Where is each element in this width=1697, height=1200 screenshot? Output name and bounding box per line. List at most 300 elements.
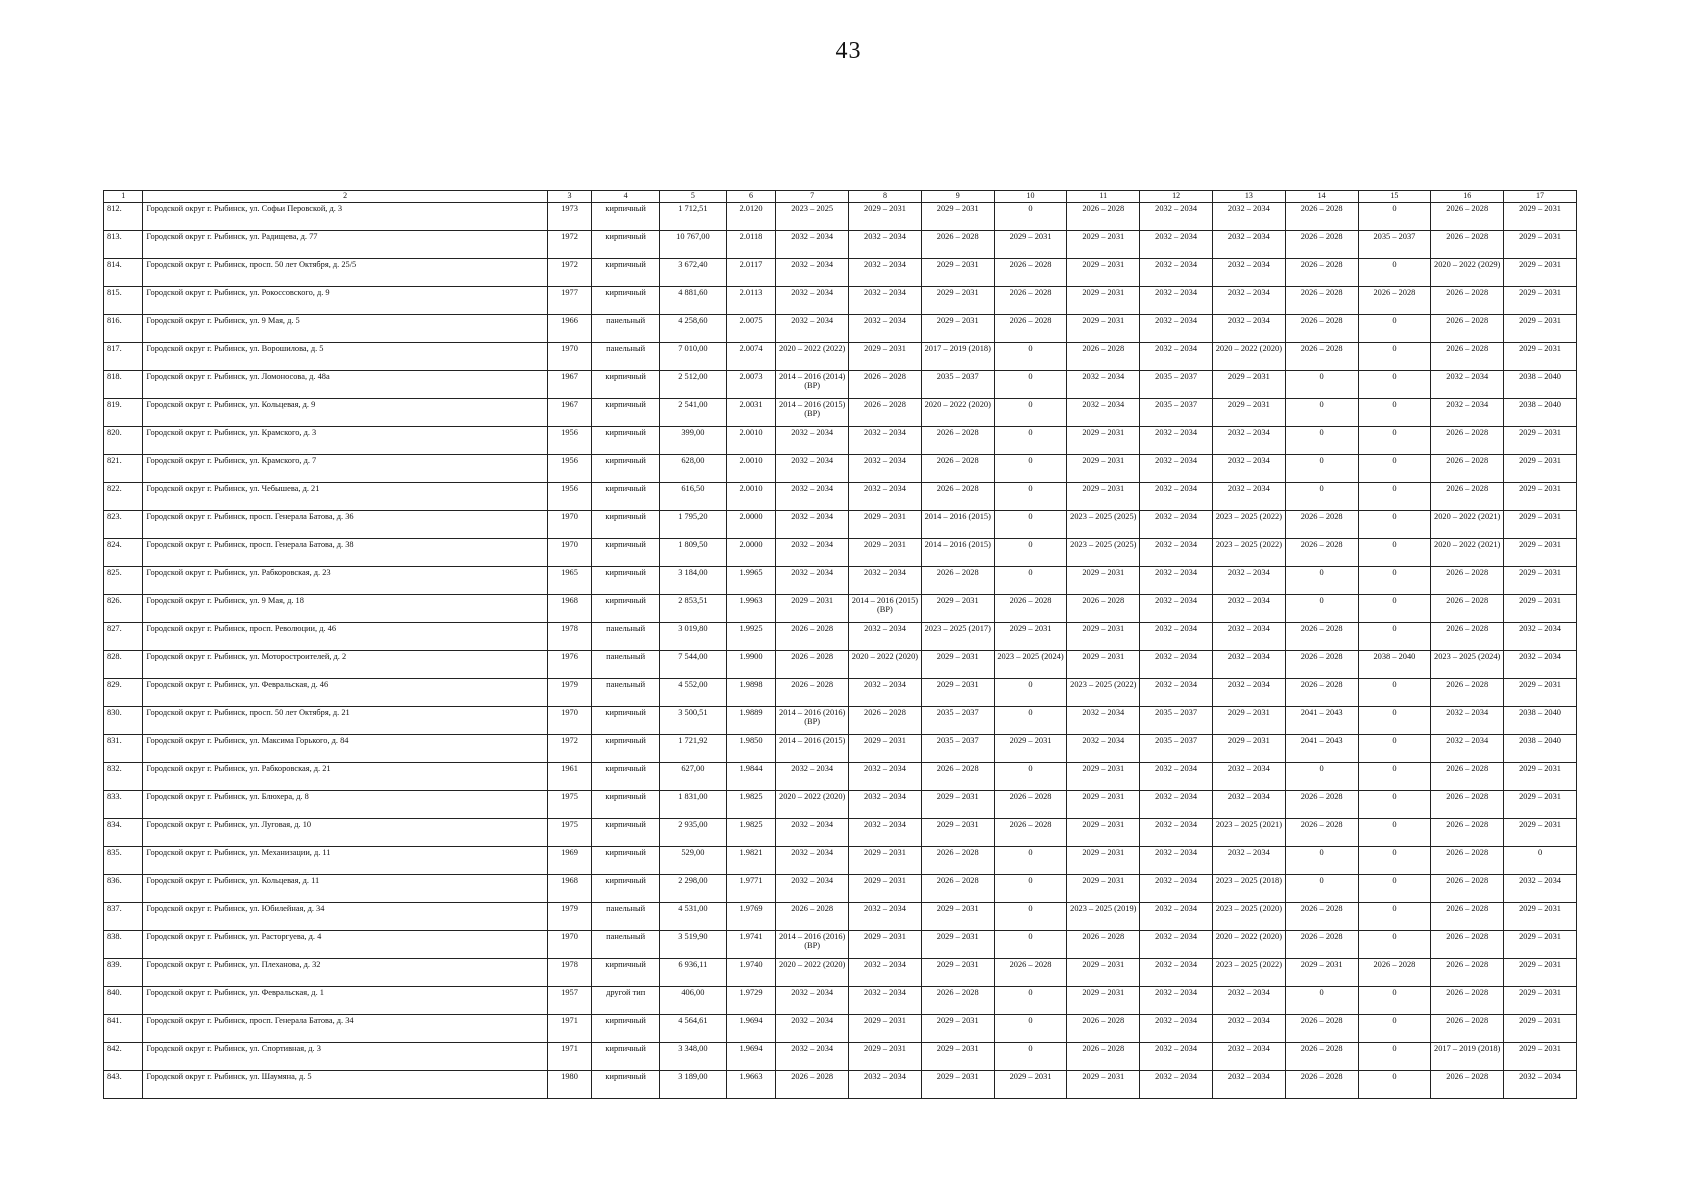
table-cell-col-9: 2014 – 2016 (2015) — [921, 539, 994, 567]
table-cell-col-6: 1.9821 — [726, 847, 776, 875]
table-cell-col-6: 2.0000 — [726, 511, 776, 539]
table-cell-col-9: 2020 – 2022 (2020) — [921, 399, 994, 427]
table-cell-col-15: 0 — [1358, 875, 1431, 903]
table-cell-col-6: 2.0010 — [726, 483, 776, 511]
table-cell-col-8: 2032 – 2034 — [849, 903, 922, 931]
table-cell-col-3: 1968 — [547, 595, 591, 623]
table-cell-col-8: 2032 – 2034 — [849, 455, 922, 483]
table-cell-col-8: 2014 – 2016 (2015) (ВР) — [849, 595, 922, 623]
table-cell-col-16: 2020 – 2022 (2021) — [1431, 511, 1504, 539]
table-cell-col-15: 0 — [1358, 735, 1431, 763]
table-cell-col-11: 2026 – 2028 — [1067, 595, 1140, 623]
table-cell-col-3: 1973 — [547, 203, 591, 231]
table-cell-col-9: 2029 – 2031 — [921, 791, 994, 819]
table-cell-col-12: 2032 – 2034 — [1140, 595, 1213, 623]
table-cell-col-17: 2029 – 2031 — [1504, 931, 1577, 959]
table-cell-col-4: кирпичный — [592, 483, 660, 511]
table-cell-col-5: 4 552,00 — [660, 679, 727, 707]
table-cell-col-4: кирпичный — [592, 539, 660, 567]
column-number-4: 4 — [592, 191, 660, 203]
table-cell-col-6: 1.9694 — [726, 1015, 776, 1043]
table-cell-col-17: 2029 – 2031 — [1504, 511, 1577, 539]
table-cell-col-4: панельный — [592, 903, 660, 931]
table-cell-col-15: 0 — [1358, 819, 1431, 847]
table-cell-col-10: 2029 – 2031 — [994, 623, 1067, 651]
table-cell-col-10: 0 — [994, 679, 1067, 707]
table-cell-col-12: 2032 – 2034 — [1140, 903, 1213, 931]
table-cell-col-13: 2032 – 2034 — [1212, 791, 1285, 819]
column-number-6: 6 — [726, 191, 776, 203]
table-cell-col-13: 2032 – 2034 — [1212, 679, 1285, 707]
table-cell-col-15: 0 — [1358, 595, 1431, 623]
table-cell-col-8: 2032 – 2034 — [849, 427, 922, 455]
table-cell-col-11: 2026 – 2028 — [1067, 931, 1140, 959]
table-cell-col-7: 2020 – 2022 (2022) — [776, 343, 849, 371]
table-cell-col-6: 1.9771 — [726, 875, 776, 903]
table-cell-col-4: кирпичный — [592, 259, 660, 287]
table-cell-col-11: 2032 – 2034 — [1067, 371, 1140, 399]
table-row — [104, 791, 1577, 819]
table-cell-col-13: 2032 – 2034 — [1212, 427, 1285, 455]
table-cell-col-5: 3 184,00 — [660, 567, 727, 595]
table-cell-col-4: кирпичный — [592, 735, 660, 763]
table-cell-col-17: 2029 – 2031 — [1504, 1015, 1577, 1043]
table-cell-col-14: 2026 – 2028 — [1285, 315, 1358, 343]
table-cell-col-12: 2032 – 2034 — [1140, 203, 1213, 231]
table-cell-col-4: кирпичный — [592, 791, 660, 819]
table-cell-col-13: 2032 – 2034 — [1212, 567, 1285, 595]
table-cell-col-13: 2032 – 2034 — [1212, 623, 1285, 651]
table-cell-col-1: 828. — [104, 651, 143, 679]
table-cell-col-7: 2032 – 2034 — [776, 483, 849, 511]
table-cell-col-8: 2029 – 2031 — [849, 203, 922, 231]
column-number-14: 14 — [1285, 191, 1358, 203]
table-cell-col-7: 2020 – 2022 (2020) — [776, 959, 849, 987]
table-cell-col-6: 1.9741 — [726, 931, 776, 959]
table-cell-col-5: 529,00 — [660, 847, 727, 875]
table-cell-col-17: 2029 – 2031 — [1504, 595, 1577, 623]
table-cell-col-15: 0 — [1358, 455, 1431, 483]
table-row — [104, 315, 1577, 343]
table-cell-col-6: 2.0120 — [726, 203, 776, 231]
table-cell-col-12: 2032 – 2034 — [1140, 315, 1213, 343]
table-cell-col-8: 2032 – 2034 — [849, 287, 922, 315]
table-cell-col-15: 0 — [1358, 203, 1431, 231]
table-cell-col-16: 2026 – 2028 — [1431, 623, 1504, 651]
table-row — [104, 707, 1577, 735]
table-cell-col-14: 2026 – 2028 — [1285, 1043, 1358, 1071]
table-cell-col-9: 2035 – 2037 — [921, 735, 994, 763]
table-cell-col-7: 2032 – 2034 — [776, 875, 849, 903]
table-cell-col-6: 1.9694 — [726, 1043, 776, 1071]
table-cell-col-6: 1.9965 — [726, 567, 776, 595]
table-cell-col-17: 2029 – 2031 — [1504, 679, 1577, 707]
table-cell-col-3: 1975 — [547, 791, 591, 819]
column-number-15: 15 — [1358, 191, 1431, 203]
table-cell-col-5: 2 298,00 — [660, 875, 727, 903]
table-cell-col-15: 0 — [1358, 791, 1431, 819]
table-cell-col-4: кирпичный — [592, 399, 660, 427]
table-cell-col-14: 2026 – 2028 — [1285, 539, 1358, 567]
table-cell-col-14: 2026 – 2028 — [1285, 343, 1358, 371]
table-cell-col-17: 2029 – 2031 — [1504, 287, 1577, 315]
table-cell-col-17: 2029 – 2031 — [1504, 343, 1577, 371]
table-cell-col-7: 2032 – 2034 — [776, 539, 849, 567]
table-cell-col-2: Городской округ г. Рыбинск, ул. Радищева, д. 77 — [143, 231, 547, 259]
table-cell-col-4: кирпичный — [592, 427, 660, 455]
table-cell-col-12: 2035 – 2037 — [1140, 399, 1213, 427]
table-cell-col-11: 2032 – 2034 — [1067, 707, 1140, 735]
table-cell-col-4: кирпичный — [592, 567, 660, 595]
table-cell-col-7: 2026 – 2028 — [776, 623, 849, 651]
table-cell-col-10: 0 — [994, 1015, 1067, 1043]
table-cell-col-9: 2014 – 2016 (2015) — [921, 511, 994, 539]
table-cell-col-17: 2029 – 2031 — [1504, 483, 1577, 511]
column-number-7: 7 — [776, 191, 849, 203]
table-cell-col-17: 0 — [1504, 847, 1577, 875]
table-cell-col-4: кирпичный — [592, 1071, 660, 1099]
table-cell-col-12: 2032 – 2034 — [1140, 1071, 1213, 1099]
table-cell-col-1: 841. — [104, 1015, 143, 1043]
table-cell-col-15: 0 — [1358, 315, 1431, 343]
table-cell-col-14: 2041 – 2043 — [1285, 735, 1358, 763]
table-cell-col-3: 1971 — [547, 1015, 591, 1043]
table-cell-col-4: кирпичный — [592, 819, 660, 847]
table-cell-col-9: 2029 – 2031 — [921, 1071, 994, 1099]
table-cell-col-14: 2026 – 2028 — [1285, 231, 1358, 259]
table-cell-col-8: 2032 – 2034 — [849, 679, 922, 707]
table-cell-col-2: Городской округ г. Рыбинск, ул. Чебышева, д. 21 — [143, 483, 547, 511]
table-cell-col-8: 2032 – 2034 — [849, 623, 922, 651]
table-cell-col-15: 0 — [1358, 399, 1431, 427]
table-cell-col-8: 2029 – 2031 — [849, 931, 922, 959]
table-body — [104, 203, 1577, 1099]
table-cell-col-8: 2032 – 2034 — [849, 819, 922, 847]
table-cell-col-3: 1978 — [547, 623, 591, 651]
table-cell-col-1: 824. — [104, 539, 143, 567]
table-cell-col-11: 2029 – 2031 — [1067, 819, 1140, 847]
table-row — [104, 539, 1577, 567]
table-cell-col-3: 1970 — [547, 539, 591, 567]
table-cell-col-1: 816. — [104, 315, 143, 343]
table-cell-col-14: 0 — [1285, 567, 1358, 595]
table-cell-col-17: 2029 – 2031 — [1504, 819, 1577, 847]
column-number-16: 16 — [1431, 191, 1504, 203]
table-cell-col-13: 2032 – 2034 — [1212, 1015, 1285, 1043]
table-cell-col-15: 0 — [1358, 623, 1431, 651]
table-cell-col-15: 0 — [1358, 707, 1431, 735]
table-cell-col-13: 2023 – 2025 (2021) — [1212, 819, 1285, 847]
table-cell-col-12: 2032 – 2034 — [1140, 679, 1213, 707]
table-cell-col-2: Городской округ г. Рыбинск, ул. Луговая, д. 10 — [143, 819, 547, 847]
table-cell-col-5: 4 564,61 — [660, 1015, 727, 1043]
table-cell-col-15: 0 — [1358, 987, 1431, 1015]
table-cell-col-12: 2032 – 2034 — [1140, 763, 1213, 791]
table-cell-col-2: Городской округ г. Рыбинск, ул. Февральская, д. 1 — [143, 987, 547, 1015]
table-cell-col-16: 2026 – 2028 — [1431, 875, 1504, 903]
table-cell-col-16: 2020 – 2022 (2021) — [1431, 539, 1504, 567]
table-cell-col-7: 2014 – 2016 (2015) (ВР) — [776, 399, 849, 427]
table-cell-col-9: 2029 – 2031 — [921, 287, 994, 315]
table-cell-col-10: 0 — [994, 343, 1067, 371]
table-cell-col-16: 2032 – 2034 — [1431, 707, 1504, 735]
table-cell-col-11: 2029 – 2031 — [1067, 287, 1140, 315]
table-cell-col-13: 2032 – 2034 — [1212, 483, 1285, 511]
table-cell-col-5: 7 544,00 — [660, 651, 727, 679]
table-row — [104, 203, 1577, 231]
table-cell-col-17: 2032 – 2034 — [1504, 651, 1577, 679]
table-row — [104, 763, 1577, 791]
table-cell-col-13: 2029 – 2031 — [1212, 707, 1285, 735]
table-cell-col-17: 2029 – 2031 — [1504, 315, 1577, 343]
table-cell-col-5: 1 795,20 — [660, 511, 727, 539]
table-row — [104, 959, 1577, 987]
table-cell-col-8: 2032 – 2034 — [849, 259, 922, 287]
table-cell-col-9: 2029 – 2031 — [921, 819, 994, 847]
table-cell-col-2: Городской округ г. Рыбинск, ул. Рокоссовского, д. 9 — [143, 287, 547, 315]
table-cell-col-10: 2026 – 2028 — [994, 819, 1067, 847]
table-cell-col-7: 2032 – 2034 — [776, 763, 849, 791]
table-cell-col-15: 0 — [1358, 1043, 1431, 1071]
table-cell-col-10: 2029 – 2031 — [994, 1071, 1067, 1099]
table-cell-col-6: 2.0073 — [726, 371, 776, 399]
table-cell-col-14: 2026 – 2028 — [1285, 931, 1358, 959]
table-cell-col-13: 2029 – 2031 — [1212, 371, 1285, 399]
table-cell-col-3: 1961 — [547, 763, 591, 791]
table-cell-col-8: 2029 – 2031 — [849, 511, 922, 539]
table-cell-col-16: 2026 – 2028 — [1431, 343, 1504, 371]
table-row — [104, 595, 1577, 623]
table-cell-col-6: 2.0010 — [726, 427, 776, 455]
table-cell-col-12: 2032 – 2034 — [1140, 427, 1213, 455]
table-cell-col-13: 2023 – 2025 (2022) — [1212, 511, 1285, 539]
table-cell-col-12: 2032 – 2034 — [1140, 1043, 1213, 1071]
table-cell-col-1: 822. — [104, 483, 143, 511]
table-cell-col-9: 2029 – 2031 — [921, 315, 994, 343]
table-cell-col-1: 827. — [104, 623, 143, 651]
table-cell-col-4: панельный — [592, 343, 660, 371]
table-cell-col-16: 2026 – 2028 — [1431, 987, 1504, 1015]
table-cell-col-14: 2029 – 2031 — [1285, 959, 1358, 987]
table-cell-col-7: 2032 – 2034 — [776, 511, 849, 539]
table-cell-col-12: 2035 – 2037 — [1140, 707, 1213, 735]
table-cell-col-6: 1.9889 — [726, 707, 776, 735]
table-cell-col-17: 2029 – 2031 — [1504, 903, 1577, 931]
table-cell-col-4: панельный — [592, 679, 660, 707]
table-cell-col-10: 0 — [994, 399, 1067, 427]
table-cell-col-10: 0 — [994, 455, 1067, 483]
table-row — [104, 931, 1577, 959]
table-cell-col-12: 2032 – 2034 — [1140, 959, 1213, 987]
table-cell-col-12: 2032 – 2034 — [1140, 231, 1213, 259]
table-cell-col-5: 1 809,50 — [660, 539, 727, 567]
table-cell-col-1: 823. — [104, 511, 143, 539]
table-cell-col-16: 2026 – 2028 — [1431, 931, 1504, 959]
table-cell-col-15: 0 — [1358, 1015, 1431, 1043]
table-cell-col-12: 2032 – 2034 — [1140, 287, 1213, 315]
table-cell-col-10: 0 — [994, 987, 1067, 1015]
table-cell-col-13: 2020 – 2022 (2020) — [1212, 343, 1285, 371]
table-cell-col-7: 2020 – 2022 (2020) — [776, 791, 849, 819]
table-cell-col-1: 839. — [104, 959, 143, 987]
table-cell-col-8: 2026 – 2028 — [849, 371, 922, 399]
table-cell-col-10: 0 — [994, 707, 1067, 735]
table-cell-col-12: 2035 – 2037 — [1140, 371, 1213, 399]
table-cell-col-3: 1968 — [547, 875, 591, 903]
table-cell-col-8: 2029 – 2031 — [849, 847, 922, 875]
column-number-2: 2 — [143, 191, 547, 203]
table-cell-col-15: 0 — [1358, 567, 1431, 595]
table-cell-col-11: 2032 – 2034 — [1067, 399, 1140, 427]
table-cell-col-15: 0 — [1358, 371, 1431, 399]
table-cell-col-9: 2026 – 2028 — [921, 231, 994, 259]
table-cell-col-14: 2026 – 2028 — [1285, 819, 1358, 847]
column-number-5: 5 — [660, 191, 727, 203]
table-cell-col-7: 2026 – 2028 — [776, 1071, 849, 1099]
table-cell-col-4: кирпичный — [592, 203, 660, 231]
table-cell-col-5: 4 881,60 — [660, 287, 727, 315]
table-cell-col-10: 0 — [994, 203, 1067, 231]
table-cell-col-13: 2032 – 2034 — [1212, 231, 1285, 259]
table-cell-col-3: 1969 — [547, 847, 591, 875]
table-cell-col-5: 2 935,00 — [660, 819, 727, 847]
table-cell-col-2: Городской округ г. Рыбинск, ул. Максима Горького, д. 84 — [143, 735, 547, 763]
table-cell-col-1: 821. — [104, 455, 143, 483]
table-cell-col-17: 2032 – 2034 — [1504, 623, 1577, 651]
table-cell-col-7: 2029 – 2031 — [776, 595, 849, 623]
table-cell-col-15: 0 — [1358, 511, 1431, 539]
table-cell-col-17: 2032 – 2034 — [1504, 1071, 1577, 1099]
table-cell-col-11: 2029 – 2031 — [1067, 1071, 1140, 1099]
column-number-17: 17 — [1504, 191, 1577, 203]
table-cell-col-4: кирпичный — [592, 875, 660, 903]
table-cell-col-10: 2026 – 2028 — [994, 315, 1067, 343]
table-cell-col-14: 2026 – 2028 — [1285, 791, 1358, 819]
table-cell-col-13: 2032 – 2034 — [1212, 287, 1285, 315]
table-cell-col-16: 2026 – 2028 — [1431, 455, 1504, 483]
table-cell-col-14: 0 — [1285, 427, 1358, 455]
table-cell-col-5: 406,00 — [660, 987, 727, 1015]
table-cell-col-2: Городской округ г. Рыбинск, ул. 9 Мая, д. 5 — [143, 315, 547, 343]
table-cell-col-17: 2029 – 2031 — [1504, 259, 1577, 287]
table-cell-col-3: 1978 — [547, 959, 591, 987]
table-cell-col-2: Городской округ г. Рыбинск, ул. Рабкоровская, д. 23 — [143, 567, 547, 595]
table-cell-col-16: 2026 – 2028 — [1431, 231, 1504, 259]
table-cell-col-7: 2014 – 2016 (2016) (ВР) — [776, 707, 849, 735]
table-cell-col-16: 2023 – 2025 (2024) — [1431, 651, 1504, 679]
table-cell-col-7: 2014 – 2016 (2015) — [776, 735, 849, 763]
table-cell-col-4: кирпичный — [592, 763, 660, 791]
table-cell-col-1: 837. — [104, 903, 143, 931]
table-row — [104, 231, 1577, 259]
table-cell-col-3: 1970 — [547, 343, 591, 371]
table-cell-col-7: 2032 – 2034 — [776, 287, 849, 315]
table-cell-col-9: 2035 – 2037 — [921, 707, 994, 735]
table-cell-col-7: 2026 – 2028 — [776, 651, 849, 679]
table-cell-col-5: 3 189,00 — [660, 1071, 727, 1099]
table-cell-col-7: 2023 – 2025 — [776, 203, 849, 231]
table-cell-col-7: 2032 – 2034 — [776, 455, 849, 483]
table-cell-col-5: 3 672,40 — [660, 259, 727, 287]
table-cell-col-17: 2032 – 2034 — [1504, 875, 1577, 903]
table-cell-col-5: 3 519,90 — [660, 931, 727, 959]
table-cell-col-10: 2029 – 2031 — [994, 735, 1067, 763]
table-cell-col-14: 2026 – 2028 — [1285, 623, 1358, 651]
table-cell-col-10: 0 — [994, 483, 1067, 511]
table-cell-col-8: 2032 – 2034 — [849, 763, 922, 791]
table-cell-col-14: 0 — [1285, 371, 1358, 399]
table-cell-col-1: 820. — [104, 427, 143, 455]
column-number-11: 11 — [1067, 191, 1140, 203]
table-cell-col-3: 1956 — [547, 483, 591, 511]
table-cell-col-6: 2.0031 — [726, 399, 776, 427]
table-cell-col-14: 2026 – 2028 — [1285, 259, 1358, 287]
table-cell-col-13: 2032 – 2034 — [1212, 259, 1285, 287]
table-cell-col-4: кирпичный — [592, 595, 660, 623]
table-cell-col-16: 2032 – 2034 — [1431, 399, 1504, 427]
table-cell-col-11: 2029 – 2031 — [1067, 623, 1140, 651]
table-cell-col-9: 2029 – 2031 — [921, 1043, 994, 1071]
table-cell-col-14: 2041 – 2043 — [1285, 707, 1358, 735]
table-cell-col-1: 829. — [104, 679, 143, 707]
table-cell-col-13: 2029 – 2031 — [1212, 735, 1285, 763]
housing-repair-table-wrap — [103, 190, 1577, 1099]
table-cell-col-8: 2032 – 2034 — [849, 791, 922, 819]
table-cell-col-5: 399,00 — [660, 427, 727, 455]
table-cell-col-9: 2035 – 2037 — [921, 371, 994, 399]
table-cell-col-3: 1957 — [547, 987, 591, 1015]
table-cell-col-2: Городской округ г. Рыбинск, просп. Генерала Батова, д. 36 — [143, 511, 547, 539]
table-cell-col-11: 2029 – 2031 — [1067, 483, 1140, 511]
table-cell-col-2: Городской округ г. Рыбинск, просп. 50 лет Октября, д. 21 — [143, 707, 547, 735]
table-cell-col-4: панельный — [592, 315, 660, 343]
table-cell-col-9: 2026 – 2028 — [921, 987, 994, 1015]
table-cell-col-4: кирпичный — [592, 511, 660, 539]
table-cell-col-1: 812. — [104, 203, 143, 231]
table-cell-col-6: 1.9844 — [726, 763, 776, 791]
table-row — [104, 399, 1577, 427]
table-cell-col-5: 2 541,00 — [660, 399, 727, 427]
table-row — [104, 343, 1577, 371]
table-cell-col-17: 2029 – 2031 — [1504, 791, 1577, 819]
table-cell-col-1: 813. — [104, 231, 143, 259]
table-cell-col-1: 834. — [104, 819, 143, 847]
table-cell-col-16: 2026 – 2028 — [1431, 567, 1504, 595]
table-cell-col-3: 1967 — [547, 399, 591, 427]
table-cell-col-14: 2026 – 2028 — [1285, 287, 1358, 315]
table-cell-col-8: 2029 – 2031 — [849, 343, 922, 371]
table-cell-col-3: 1980 — [547, 1071, 591, 1099]
table-cell-col-8: 2032 – 2034 — [849, 231, 922, 259]
table-cell-col-16: 2026 – 2028 — [1431, 847, 1504, 875]
table-cell-col-11: 2029 – 2031 — [1067, 315, 1140, 343]
table-cell-col-14: 2026 – 2028 — [1285, 203, 1358, 231]
table-cell-col-12: 2032 – 2034 — [1140, 875, 1213, 903]
table-cell-col-11: 2029 – 2031 — [1067, 847, 1140, 875]
table-cell-col-14: 2026 – 2028 — [1285, 679, 1358, 707]
table-cell-col-1: 840. — [104, 987, 143, 1015]
table-cell-col-16: 2032 – 2034 — [1431, 371, 1504, 399]
table-cell-col-17: 2029 – 2031 — [1504, 1043, 1577, 1071]
table-cell-col-13: 2023 – 2025 (2020) — [1212, 903, 1285, 931]
table-cell-col-6: 1.9963 — [726, 595, 776, 623]
table-cell-col-9: 2026 – 2028 — [921, 483, 994, 511]
table-cell-col-8: 2032 – 2034 — [849, 1071, 922, 1099]
table-cell-col-6: 2.0010 — [726, 455, 776, 483]
table-cell-col-15: 0 — [1358, 539, 1431, 567]
table-cell-col-17: 2038 – 2040 — [1504, 371, 1577, 399]
table-cell-col-16: 2026 – 2028 — [1431, 791, 1504, 819]
